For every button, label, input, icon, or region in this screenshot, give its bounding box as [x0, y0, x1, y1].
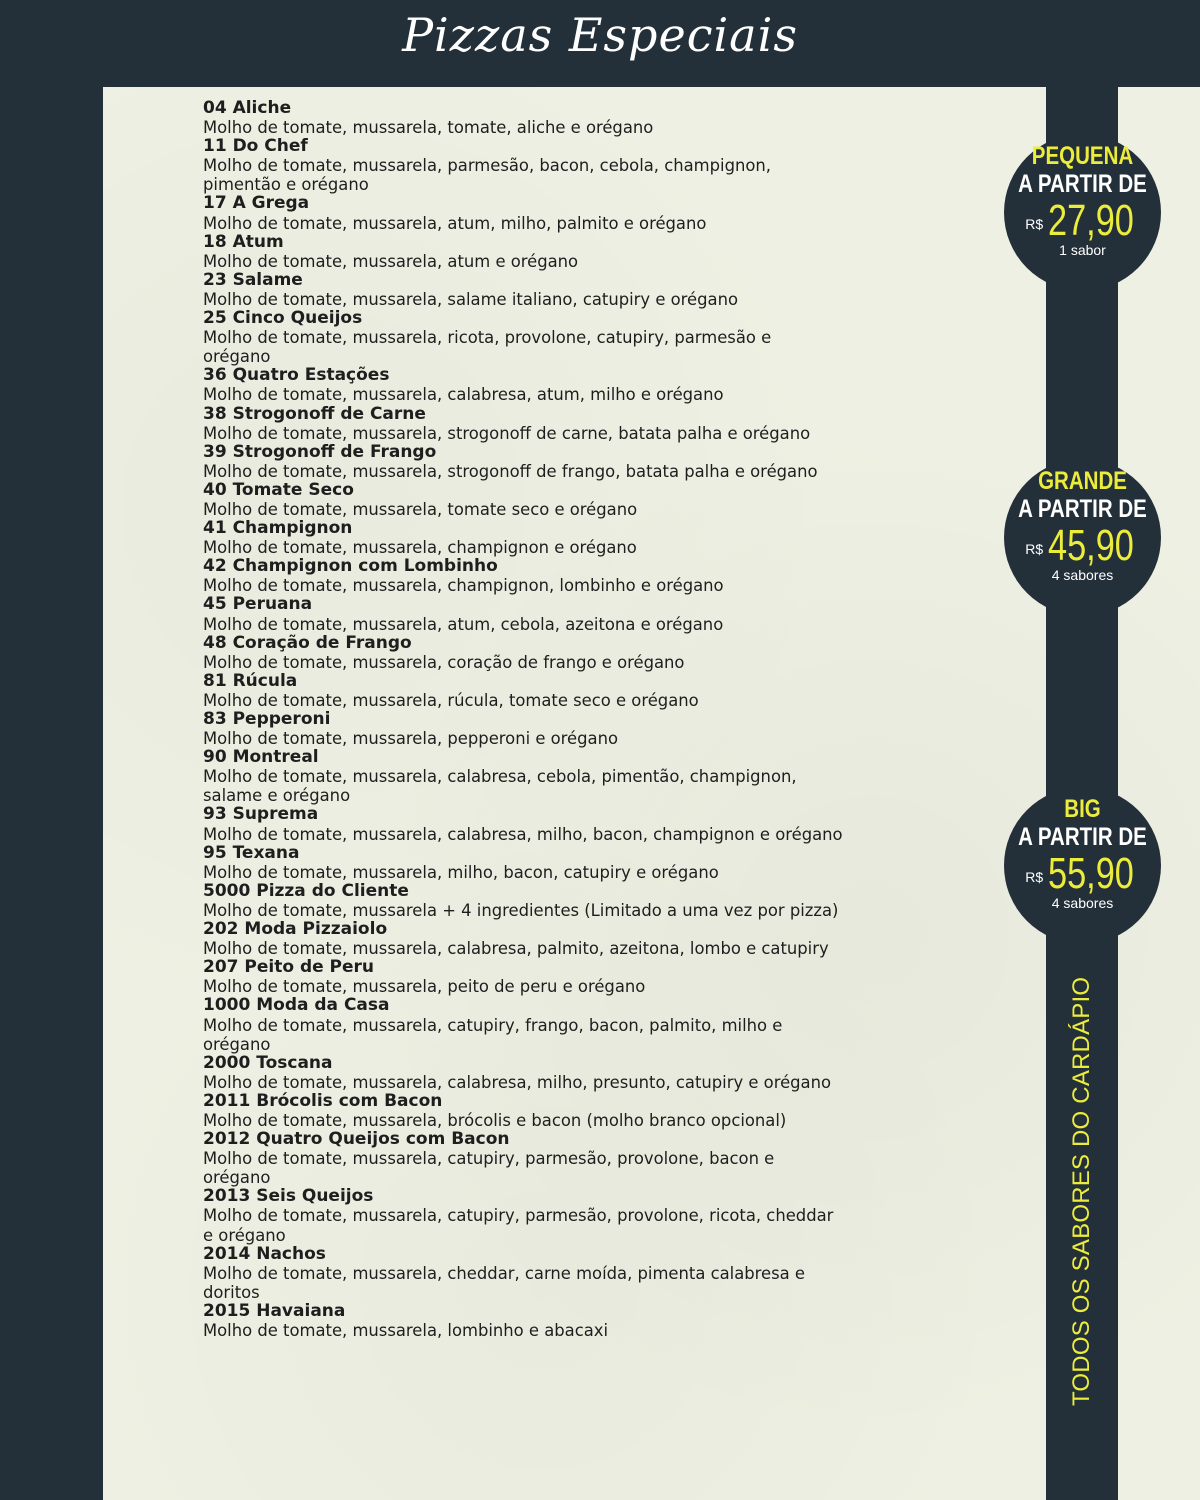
item-description: Molho de tomate, mussarela, champignon e orégano	[203, 538, 637, 558]
menu-item	[203, 137, 843, 194]
menu-item	[203, 672, 843, 710]
item-name: 5000 Pizza do Cliente	[203, 880, 409, 901]
badge-currency: R$	[1025, 541, 1044, 557]
item-name: 2000 Toscana	[203, 1052, 333, 1073]
item-name: 207 Peito de Peru	[203, 957, 375, 978]
menu-item	[203, 271, 843, 309]
menu-list	[203, 99, 843, 1340]
menu-item	[203, 1187, 843, 1244]
menu-item	[203, 844, 843, 882]
item-description: Molho de tomate, mussarela, lombinho e abacaxi	[203, 1321, 609, 1340]
badge-from-label: A PARTIR DE	[1018, 170, 1147, 198]
item-description: Molho de tomate, mussarela, calabresa, milho, presunto, catupiry e orégano	[203, 1072, 832, 1092]
item-name: 83 Pepperoni	[203, 709, 331, 729]
item-description: Molho de tomate, mussarela, calabresa, atum, milho e orégano	[203, 385, 724, 405]
badge-note: 4 sabores	[1051, 567, 1114, 583]
item-description: Molho de tomate, mussarela, catupiry, frango, bacon, palmito, milho e orégano	[203, 1015, 783, 1054]
menu-item	[203, 958, 843, 996]
item-name: 04 Aliche	[203, 98, 292, 118]
item-description: Molho de tomate, mussarela, tomate, aliche e orégano	[203, 118, 654, 138]
item-description: Molho de tomate, mussarela + 4 ingredientes (Limitado a uma vez por pizza)	[203, 900, 839, 920]
item-description: Molho de tomate, mussarela, rúcula, tomate seco e orégano	[203, 690, 699, 710]
item-description: Molho de tomate, mussarela, salame italiano, catupiry e orégano	[203, 289, 738, 309]
badge-price: 45,90	[1047, 521, 1134, 570]
badge-note: 4 sabores	[1051, 895, 1114, 911]
badge-size-label: BIG	[1064, 795, 1101, 823]
item-name: 40 Tomate Seco	[203, 479, 354, 500]
badge-size-label: GRANDE	[1038, 467, 1127, 495]
item-name: 2011 Brócolis com Bacon	[203, 1090, 443, 1111]
badge-currency: R$	[1025, 869, 1044, 885]
price-badge-grande	[1004, 459, 1161, 616]
item-name: 2013 Seis Queijos	[203, 1186, 374, 1207]
item-description: Molho de tomate, mussarela, atum, milho, palmito e orégano	[203, 213, 707, 233]
item-name: 2012 Quatro Queijos com Bacon	[203, 1129, 510, 1150]
menu-item	[203, 557, 843, 595]
badge-size-label: PEQUENA	[1031, 142, 1134, 170]
item-name: 2014 Nachos	[203, 1243, 326, 1264]
menu-item	[203, 1302, 843, 1340]
menu-item	[203, 748, 843, 805]
menu-item	[203, 1130, 843, 1187]
item-name: 2015 Havaiana	[203, 1300, 346, 1321]
badge-price: 55,90	[1047, 849, 1134, 898]
item-description: Molho de tomate, mussarela, strogonoff de carne, batata palha e orégano	[203, 423, 811, 443]
item-description: Molho de tomate, mussarela, milho, bacon, catupiry e orégano	[203, 862, 719, 882]
item-name: 48 Coração de Frango	[203, 632, 412, 653]
item-name: 11 Do Chef	[203, 136, 308, 157]
item-name: 42 Champignon com Lombinho	[203, 556, 498, 577]
menu-item	[203, 366, 843, 404]
badge-from-label: A PARTIR DE	[1018, 823, 1147, 851]
item-name: 90 Montreal	[203, 747, 319, 768]
item-description: Molho de tomate, mussarela, coração de frango e orégano	[203, 652, 685, 672]
menu-item	[203, 882, 843, 920]
badge-from-label: A PARTIR DE	[1018, 495, 1147, 523]
item-name: 36 Quatro Estações	[203, 365, 390, 386]
menu-item	[203, 595, 843, 633]
menu-item	[203, 443, 843, 481]
item-description: Molho de tomate, mussarela, catupiry, parmesão, provolone, bacon e orégano	[203, 1149, 775, 1188]
item-name: 93 Suprema	[203, 804, 319, 825]
item-description: Molho de tomate, mussarela, calabresa, palmito, azeitona, lombo e catupiry	[203, 939, 829, 959]
price-badge-pequena	[1004, 134, 1161, 291]
item-description: Molho de tomate, mussarela, pepperoni e orégano	[203, 729, 618, 749]
vertical-note: TODOS OS SABORES DO CARDÁPIO	[1068, 976, 1095, 1406]
badge-currency: R$	[1025, 216, 1044, 232]
menu-item	[203, 405, 843, 443]
item-description: Molho de tomate, mussarela, champignon, lombinho e orégano	[203, 576, 724, 596]
item-description: Molho de tomate, mussarela, strogonoff de frango, batata palha e orégano	[203, 461, 818, 481]
menu-item	[203, 481, 843, 519]
badge-note: 1 sabor	[1059, 242, 1106, 258]
menu-item	[203, 1054, 843, 1092]
menu-item	[203, 634, 843, 672]
item-name: 41 Champignon	[203, 518, 353, 539]
item-name: 25 Cinco Queijos	[203, 308, 363, 329]
item-name: 81 Rúcula	[203, 670, 298, 691]
menu-item	[203, 194, 843, 232]
item-name: 1000 Moda da Casa	[203, 995, 390, 1016]
item-name: 45 Peruana	[203, 594, 313, 615]
item-name: 38 Strogonoff de Carne	[203, 403, 426, 424]
item-description: Molho de tomate, mussarela, brócolis e bacon (molho branco opcional)	[203, 1110, 787, 1130]
item-name: 18 Atum	[203, 231, 284, 252]
price-badge-big	[1004, 787, 1161, 944]
page-title: Pizzas Especiais	[402, 8, 798, 62]
menu-item	[203, 519, 843, 557]
menu-item	[203, 996, 843, 1053]
badge-price-row	[1004, 198, 1161, 244]
menu-item	[203, 309, 843, 366]
badge-price: 27,90	[1047, 196, 1134, 245]
item-description: Molho de tomate, mussarela, cheddar, carne moída, pimenta calabresa e doritos	[203, 1263, 805, 1302]
item-description: Molho de tomate, mussarela, atum e orégano	[203, 251, 579, 271]
item-description: Molho de tomate, mussarela, catupiry, parmesão, provolone, ricota, cheddar e orégano	[203, 1206, 834, 1245]
menu-item	[203, 99, 843, 137]
badge-price-row	[1004, 851, 1161, 897]
menu-item	[203, 233, 843, 271]
item-description: Molho de tomate, mussarela, ricota, provolone, catupiry, parmesão e orégano	[203, 328, 772, 367]
menu-item	[203, 1245, 843, 1302]
item-description: Molho de tomate, mussarela, parmesão, bacon, cebola, champignon, pimentão e orégano	[203, 156, 772, 195]
item-name: 23 Salame	[203, 269, 303, 290]
item-description: Molho de tomate, mussarela, tomate seco e orégano	[203, 499, 638, 519]
menu-item	[203, 805, 843, 843]
item-description: Molho de tomate, mussarela, atum, cebola, azeitona e orégano	[203, 614, 724, 634]
item-name: 17 A Grega	[203, 193, 310, 214]
item-name: 202 Moda Pizzaiolo	[203, 919, 388, 940]
item-description: Molho de tomate, mussarela, calabresa, cebola, pimentão, champignon, salame e orégano	[203, 767, 797, 806]
badge-price-row	[1004, 523, 1161, 569]
item-name: 39 Strogonoff de Frango	[203, 441, 437, 462]
item-description: Molho de tomate, mussarela, calabresa, milho, bacon, champignon e orégano	[203, 824, 843, 844]
menu-item	[203, 710, 843, 748]
menu-item	[203, 1092, 843, 1130]
menu-item	[203, 920, 843, 958]
item-name: 95 Texana	[203, 842, 300, 863]
item-description: Molho de tomate, mussarela, peito de peru e orégano	[203, 977, 646, 997]
